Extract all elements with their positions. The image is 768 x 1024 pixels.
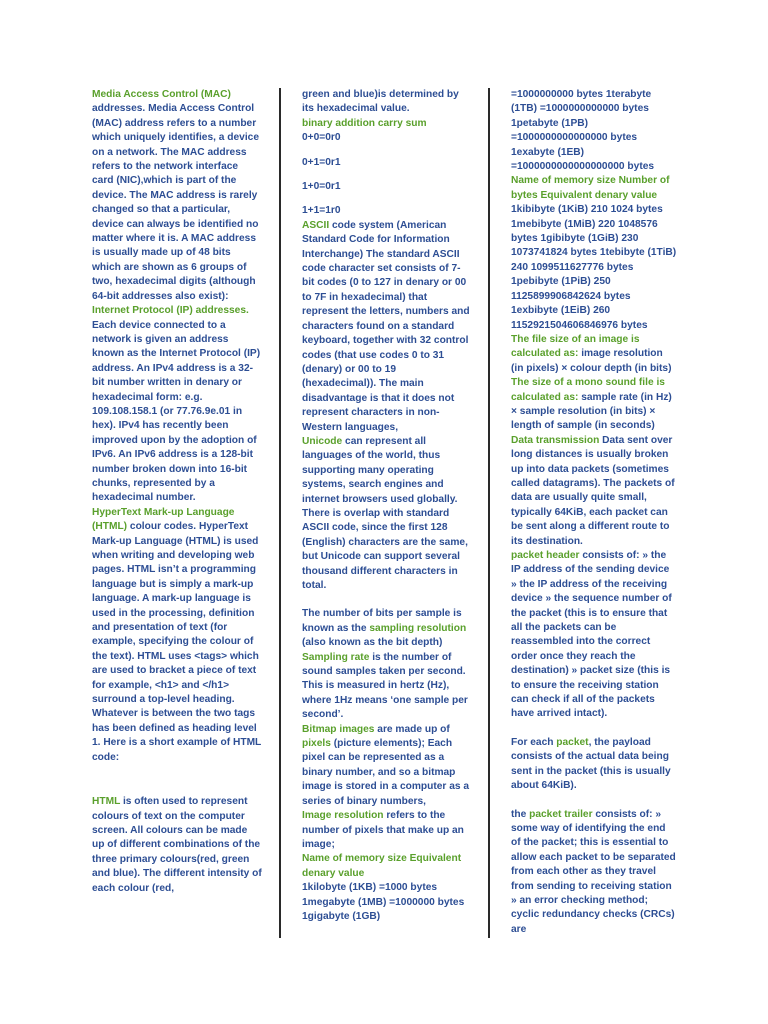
memory-size-values xyxy=(302,881,470,924)
term-label: The size of a mono sound file is calculated as: xyxy=(511,377,665,403)
term-label: Bitmap images xyxy=(302,723,375,735)
body-text: 1kibibyte (1KiB) 210 1024 bytes 1mebibyte (1MiB) 220 1048576 bytes 1gibibyte (1GiB) 230 1073741824 bytes 1tebibyte (1TiB) 240 1099511627776 bytes 1pebibyte (1PiB) 250 1125899906842624 bytes 1exbibyte (1EiB) 260 1152921504606846976 bytes xyxy=(511,204,677,331)
body-text: addresses. Media Access Control (MAC) address refers to a number which uniquely identifies, a device on a network. The MAC address refers to the network interface card (NIC),which is part of the device. The MAC address is rarely changed so that a particular, device can always be identified no matter where it is. A MAC address is usually made up of 48 bits which are shown as 6 groups of two, hexadecimal digits (although 64-bit addresses also exist): xyxy=(92,103,260,302)
body-text: 0+0=0r0 xyxy=(302,132,341,144)
data-transmission-paragraph xyxy=(511,434,677,549)
memory-size-heading xyxy=(302,852,470,881)
body-text: code system (American Standard Code for Information Interchange) The standard ASCII code character set consists of 7-bit codes (0 to 127 in denary or 00 to 7F in hexadecimal) that represent the letters, numbers and characters found on a standard keyboard, together with 32 control codes (that use codes 0 to 31 (denary) or 00 to 19 (hexadecimal)). The main disadvantage is that it does not represent characters in non-Western languages, xyxy=(302,219,470,433)
body-text: , the payload consists of the actual data being sent in the packet (this is usually about 64KiB). xyxy=(511,736,671,792)
body-text: 1kilobyte (1KB) =1000 bytes 1megabyte (1MB) =1000000 bytes 1gigabyte (1GB) xyxy=(302,882,465,922)
body-text: colour codes. HyperText Mark-up Language (HTML) is used when writing and developing web pages. HTML isn’t a programming language but is simply a mark-up language. A mark-up language is used in the processing, definition and presentation of text (for example, specifying the colour of the text). HTML uses <tags> which are used to bracket a piece of text for example, <h1> and </h1> surround a top-level heading. Whatever is between the two tags has been defined as heading level 1. Here is a short example of HTML code: xyxy=(92,521,262,763)
bitmap-images-paragraph xyxy=(302,723,470,809)
term-label: HyperText Mark-up Language (HTML) xyxy=(92,506,235,533)
term-label: Data transmission xyxy=(511,434,600,446)
body-text: can represent all languages of the world, thus supporting many operating systems, search engines and internet browsers used globally. There is overlap with standard ASCII code, since the first 128 (English) characters are the same, but Unicode can support several thousand different characters in total. xyxy=(302,435,468,591)
term-label: binary addition carry sum xyxy=(302,117,427,129)
binary-memory-size-heading xyxy=(511,174,677,203)
image-file-size-paragraph xyxy=(511,333,677,376)
memory-size-values xyxy=(511,88,677,174)
body-text: sample rate (in Hz) × sample resolution (in bits) × length of sample (in seconds) xyxy=(511,391,672,432)
hex-value-paragraph xyxy=(302,88,470,117)
term-label: Name of memory size Number of bytes Equivalent denary value xyxy=(511,175,670,201)
image-resolution-paragraph xyxy=(302,809,470,852)
body-text: is often used to represent colours of text on the computer screen. All colours can be made up of different combinations of the three primary colours(red, green and blue). The different intensity of each colour (red, xyxy=(92,796,262,894)
body-text: (also known as the bit depth) xyxy=(302,637,443,649)
term-label: Media Access Control (MAC) xyxy=(92,89,231,100)
term-label: packet header xyxy=(511,550,580,561)
term-label: Image resolution xyxy=(302,810,384,822)
binary-addition-heading xyxy=(302,117,470,131)
sound-file-size-paragraph xyxy=(511,376,677,434)
body-text: For each xyxy=(511,736,557,748)
body-text: is the number of sound samples taken per second. This is measured in hertz (Hz), where 1Hz means ‘one sample per second’. xyxy=(302,651,468,721)
binary-addition-row xyxy=(302,131,470,145)
ip-address-paragraph xyxy=(92,304,262,506)
html-colour-codes-paragraph xyxy=(92,506,262,765)
binary-memory-size-values xyxy=(511,203,677,333)
term-label: The file size of an image is calculated as: xyxy=(511,333,640,360)
binary-addition-row xyxy=(302,180,470,194)
text-column-3 xyxy=(511,88,677,937)
binary-addition-row xyxy=(302,204,470,218)
ascii-paragraph xyxy=(302,219,470,435)
term-label: pixels xyxy=(302,738,331,750)
body-text: 1+0=0r1 xyxy=(302,181,341,193)
text-column-1 xyxy=(92,88,262,896)
body-text: The number of bits per sample is known as the xyxy=(302,608,462,634)
body-text: green and blue)is determined by its hexadecimal value. xyxy=(302,89,459,115)
text-column-2 xyxy=(302,88,470,924)
term-label: Internet Protocol (IP) addresses. xyxy=(92,305,249,317)
packet-trailer-paragraph xyxy=(511,808,677,938)
term-label: sampling resolution xyxy=(369,622,467,634)
mac-address-paragraph xyxy=(92,88,262,304)
term-label: Sampling rate xyxy=(302,651,370,663)
binary-addition-row xyxy=(302,156,470,170)
body-text: image resolution (in pixels) × colour depth (in bits) xyxy=(511,348,672,374)
html-colours-paragraph xyxy=(92,795,262,896)
sampling-rate-paragraph xyxy=(302,651,470,723)
term-label: ASCII xyxy=(302,219,330,231)
body-text: refers to the number of pixels that make up an image; xyxy=(302,810,464,850)
packet-header-paragraph xyxy=(511,549,677,722)
term-label: Name of memory size Equivalent denary value xyxy=(302,853,462,879)
body-text: the xyxy=(511,808,530,820)
column-divider xyxy=(279,88,281,938)
body-text: consists of: » some way of identifying the end of the packet; this is essential to allow each packet to be separated from each other as they travel from sending to receiving station » an error checking method; cyclic redundancy checks (CRCs) are xyxy=(511,808,676,935)
body-text: consists of: » the IP address of the sending device » the IP address of the receiving device » the sequence number of the packet (this is to ensure that all the packets can be reassembled into the correct order once they reach the destination) » packet size (this is to ensure the receiving station can check if all of the packets have arrived intact). xyxy=(511,550,672,720)
term-label: packet xyxy=(556,736,589,748)
body-text: 1+1=1r0 xyxy=(302,205,341,217)
column-divider xyxy=(488,88,490,938)
body-text: (picture elements); Each pixel can be represented as a binary number, and so a bitmap image is stored in a computer as a series of binary numbers, xyxy=(302,738,470,807)
body-text: =1000000000 bytes 1terabyte (1TB) =1000000000000 bytes 1petabyte (1PB) =1000000000000000 bytes 1exabyte (1EB) =1000000000000000000 bytes xyxy=(511,89,655,173)
term-label: Unicode xyxy=(302,435,343,447)
body-text: Each device connected to a network is given an address known as the Internet Protocol (IP) address. An IPv4 address is a 32-bit number written in denary or hexadecimal form: e.g. 109.108.158.1 (or 77.76.9e.01 in hex). IPv4 has recently been improved upon by the adoption of IPv6. An IPv6 address is a 128-bit number broken down into 16-bit chunks, represented by a hexadecimal number. xyxy=(92,319,261,504)
body-text: 0+1=0r1 xyxy=(302,156,341,168)
packet-payload-paragraph xyxy=(511,736,677,794)
sampling-resolution-paragraph xyxy=(302,607,470,650)
term-label: packet trailer xyxy=(529,808,593,820)
term-label: HTML xyxy=(92,796,121,808)
body-text: Data sent over long distances is usually broken up into data packets (sometimes called datagrams). The packets of data are usually quite small, typically 64KiB, each packet can be sent along a different route to its destination. xyxy=(511,434,675,547)
unicode-paragraph xyxy=(302,435,470,593)
body-text: are made up of xyxy=(374,723,450,735)
